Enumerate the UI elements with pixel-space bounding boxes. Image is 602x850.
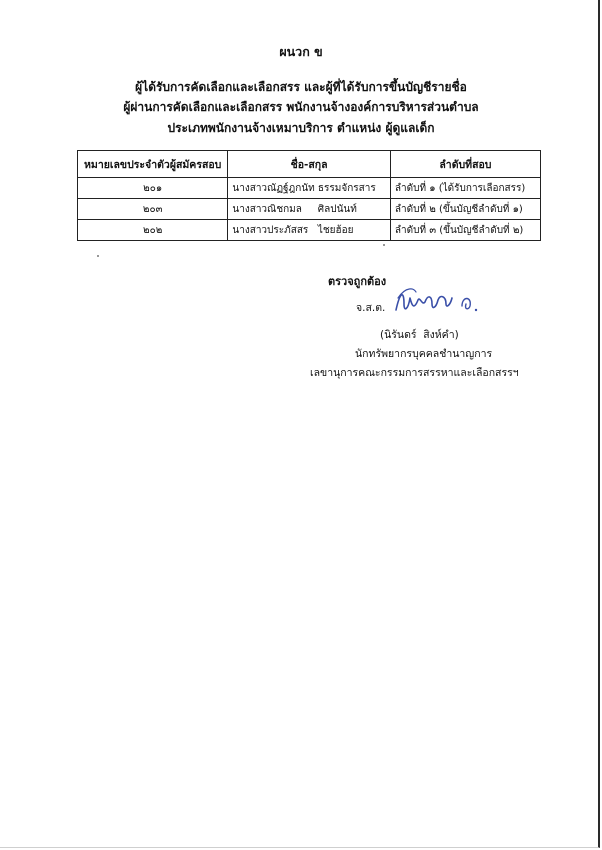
full-name-cell: นางสาวประภัสสร ไชยฮ้อย — [228, 220, 390, 241]
table-header-row — [78, 151, 541, 178]
verified-correct-label: ตรวจถูกต้อง — [328, 275, 387, 288]
applicant-number-cell: ๒๐๒ — [78, 220, 228, 241]
table-row — [78, 220, 541, 241]
signer-name: (นิรันดร์ สิงห์คำ) — [380, 329, 459, 341]
annex-label: ผนวก ข — [279, 44, 323, 59]
table-row — [78, 199, 541, 220]
title-line-1: ผู้ได้รับการคัดเลือกและเลือกสรร และผู้ที่ได้รับการขึ้นบัญชีรายชื่อ — [135, 80, 467, 94]
header-applicant-number: หมายเลขประจำตัวผู้สมัครสอบ — [78, 151, 228, 178]
header-full-name: ชื่อ-สกุล — [228, 151, 390, 178]
handwritten-signature — [392, 284, 482, 318]
scan-speck — [97, 255, 99, 257]
title-line-3: ประเภทพนักงานจ้างเหมาบริการ ตำแหน่ง ผู้ดูแลเด็ก — [167, 121, 435, 135]
table-row — [78, 178, 541, 199]
applicant-number-cell: ๒๐๓ — [78, 199, 228, 220]
signer-rank-label: จ.ส.ต. — [356, 302, 386, 314]
results-table — [77, 150, 541, 241]
rank-cell: ลำดับที่ ๒ (ขึ้นบัญชีลำดับที่ ๑) — [390, 199, 540, 220]
applicant-number-cell: ๒๐๑ — [78, 178, 228, 199]
full-name-cell: นางสาวณิชกมล ศิลปนันท์ — [228, 199, 390, 220]
signer-position: นักทรัพยากรบุคคลชำนาญการ — [355, 348, 493, 360]
rank-cell: ลำดับที่ ๑ (ได้รับการเลือกสรร) — [390, 178, 540, 199]
full-name-cell: นางสาวณัฏฐ์ฎกนัท ธรรมจักรสาร — [228, 178, 390, 199]
title-line-2: ผู้ผ่านการคัดเลือกและเลือกสรร พนักงานจ้างองค์การบริหารส่วนตำบล — [123, 100, 479, 114]
signer-office: เลขานุการคณะกรรมการสรรหาและเลือกสรรฯ — [310, 367, 519, 379]
rank-cell: ลำดับที่ ๓ (ขึ้นบัญชีลำดับที่ ๒) — [390, 220, 540, 241]
scan-speck — [383, 244, 385, 246]
header-rank: ลำดับที่สอบ — [390, 151, 540, 178]
